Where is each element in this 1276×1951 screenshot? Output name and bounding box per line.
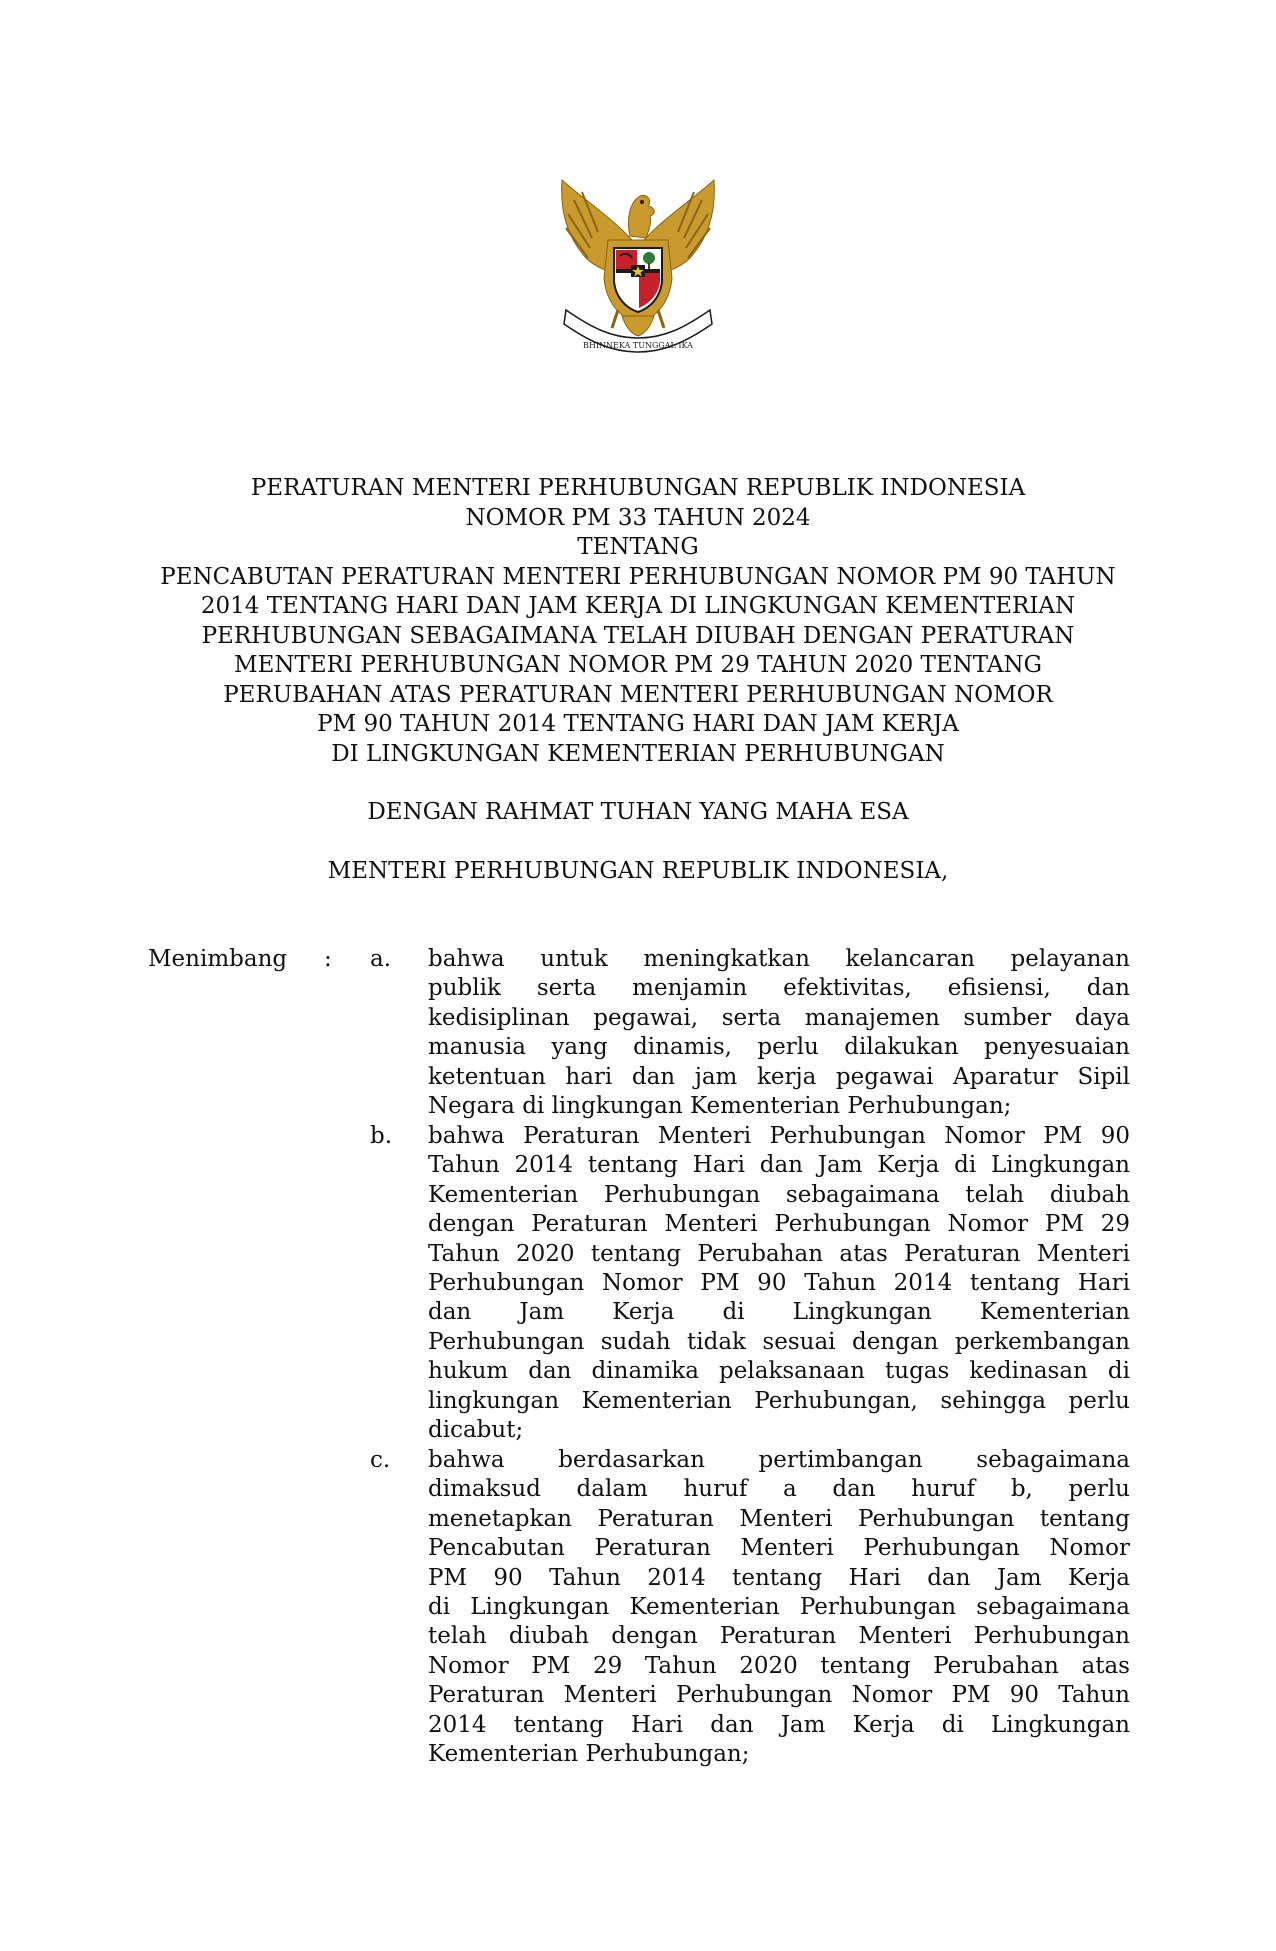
title-line: DI LINGKUNGAN KEMENTERIAN PERHUBUNGAN (331, 740, 945, 767)
text-line: dan Jam Kerja di Lingkungan Kementerian (428, 1299, 1130, 1326)
text-line: di Lingkungan Kementerian Perhubungan sebagaimana (428, 1594, 1130, 1621)
title-line: PERHUBUNGAN SEBAGAIMANA TELAH DIUBAH DENGAN PERATURAN (201, 622, 1075, 649)
title-line: TENTANG (577, 534, 699, 560)
text-line: telah diubah dengan Peraturan Menteri Perhubungan (428, 1623, 1130, 1650)
garuda-tail (622, 316, 654, 336)
text-line: Perhubungan Nomor PM 90 Tahun 2014 tentang Hari (428, 1270, 1130, 1297)
text-line: Pencabutan Peraturan Menteri Perhubungan Nomor (428, 1535, 1130, 1562)
title-line: 2014 TENTANG HARI DAN JAM KERJA DI LINGKUNGAN KEMENTERIAN (200, 593, 1076, 619)
text-line: hukum dan dinamika pelaksanaan tugas kedinasan di (428, 1358, 1130, 1385)
text-line: dengan Peraturan Menteri Perhubungan Nomor PM 29 (428, 1211, 1130, 1238)
text-line: bahwa untuk meningkatkan kelancaran pelayanan (428, 946, 1130, 972)
title-line: PENCABUTAN PERATURAN MENTERI PERHUBUNGAN NOMOR PM 90 TAHUN (160, 563, 1116, 590)
text-line: dicabut; (428, 1417, 524, 1444)
menimbang-colon: : (324, 946, 332, 972)
text-line: 2014 tentang Hari dan Jam Kerja di Lingkungan (428, 1711, 1130, 1738)
garuda-pancasila-emblem (552, 178, 724, 358)
text-line: ketentuan hari dan jam kerja pegawai Aparatur Sipil (428, 1063, 1130, 1090)
text-line: manusia yang dinamis, perlu dilakukan penyesuaian (428, 1034, 1130, 1061)
text-line: Negara di lingkungan Kementerian Perhubungan; (428, 1093, 1012, 1120)
text-line: bahwa Peraturan Menteri Perhubungan Nomor PM 90 (428, 1123, 1130, 1149)
title-line: NOMOR PM 33 TAHUN 2024 (465, 504, 811, 531)
text-line: Peraturan Menteri Perhubungan Nomor PM 90 Tahun (428, 1682, 1130, 1709)
item-text-b (428, 1122, 1130, 1445)
authority: MENTERI PERHUBUNGAN REPUBLIK INDONESIA, (327, 858, 949, 884)
text-line: Kementerian Perhubungan sebagaimana telah diubah (428, 1181, 1130, 1208)
regulation-title (120, 474, 1156, 769)
title-line: PM 90 TAHUN 2014 TENTANG HARI DAN JAM KERJA (317, 711, 959, 737)
item-text-c (428, 1446, 1130, 1769)
title-line: MENTERI PERHUBUNGAN NOMOR PM 29 TAHUN 2020 TENTANG (234, 652, 1042, 678)
text-line: kedisiplinan pegawai, serta manajemen sumber daya (428, 1004, 1130, 1031)
text-line: publik serta menjamin efektivitas, efisiensi, dan (428, 975, 1130, 1002)
text-line: menetapkan Peraturan Menteri Perhubungan tentang (428, 1505, 1130, 1532)
item-letter-c: c. (370, 1447, 391, 1473)
motto-text: BHINNEKA TUNGGAL IKA (583, 341, 693, 350)
text-line: lingkungan Kementerian Perhubungan, sehingga perlu (428, 1387, 1130, 1414)
text-line: PM 90 Tahun 2014 tentang Hari dan Jam Kerja (428, 1564, 1130, 1591)
invocation: DENGAN RAHMAT TUHAN YANG MAHA ESA (367, 799, 909, 825)
text-line: Kementerian Perhubungan; (428, 1741, 750, 1768)
item-letter-b: b. (370, 1123, 393, 1149)
garuda-head (628, 196, 654, 238)
text-line: Nomor PM 29 Tahun 2020 tentang Perubahan atas (428, 1652, 1130, 1679)
text-line: bahwa berdasarkan pertimbangan sebagaimana (428, 1447, 1130, 1473)
item-text-a (428, 945, 1130, 1121)
title-line: PERATURAN MENTERI PERHUBUNGAN REPUBLIK INDONESIA (250, 475, 1026, 501)
title-line: PERUBAHAN ATAS PERATURAN MENTERI PERHUBUNGAN NOMOR (223, 681, 1053, 708)
text-line: Perhubungan sudah tidak sesuai dengan perkembangan (428, 1328, 1130, 1355)
text-line: dimaksud dalam huruf a dan huruf b, perlu (428, 1476, 1130, 1503)
text-line: Tahun 2014 tentang Hari dan Jam Kerja di Lingkungan (428, 1152, 1130, 1179)
item-letter-a: a. (370, 946, 392, 972)
menimbang-label: Menimbang (148, 946, 288, 972)
text-line: Tahun 2020 tentang Perubahan atas Peraturan Menteri (428, 1240, 1130, 1267)
